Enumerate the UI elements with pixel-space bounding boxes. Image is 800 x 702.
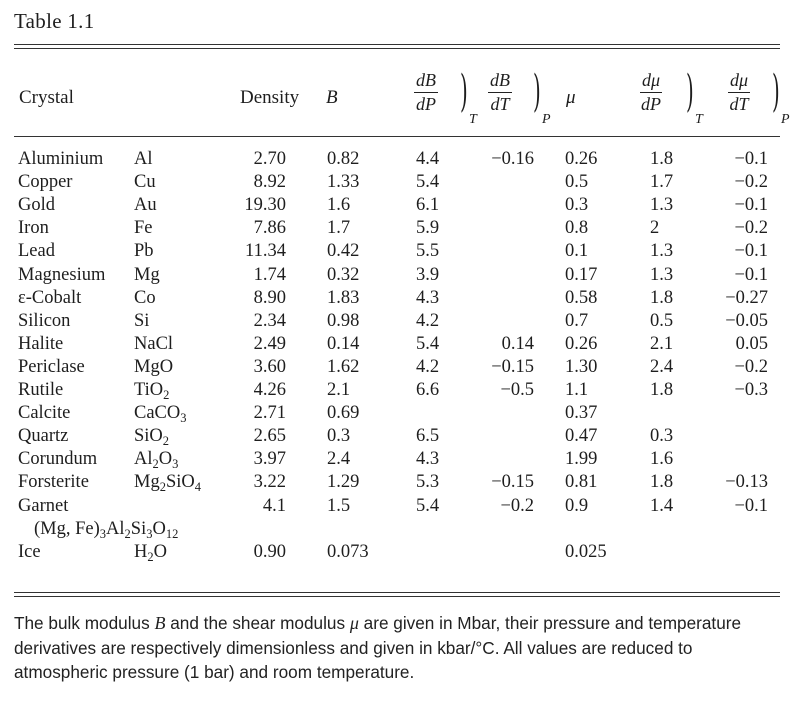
cell-dBdT: −0.5 <box>500 380 534 400</box>
cell-B: 1.5 <box>327 495 351 516</box>
cell-name: Calcite <box>18 403 71 424</box>
cell-formula: Al <box>134 149 153 169</box>
cell-density: 4.26 <box>253 380 286 400</box>
cell-dBdP: 4.2 <box>416 310 440 331</box>
cell-name: Ice <box>18 541 41 562</box>
header-crystal: Crystal <box>19 87 74 108</box>
header-dB-dP <box>414 70 438 115</box>
cell-B: 0.073 <box>327 541 369 562</box>
cell-B: 0.42 <box>327 241 360 262</box>
header-dmu-dP-numerator: dμ <box>640 70 662 93</box>
cell-density: 2.49 <box>253 333 286 354</box>
header-dmu-dP-denominator: dP <box>641 94 662 114</box>
cell-name: Corundum <box>18 449 98 470</box>
footnote-text-2: and the shear modulus <box>165 613 350 633</box>
cell-B: 0.82 <box>327 149 360 169</box>
cell-density: 7.86 <box>253 218 286 239</box>
header-dmu-dT-numerator: dμ <box>728 70 750 93</box>
header-dB-dP-numerator: dB <box>414 70 438 93</box>
paren-4: ) <box>772 66 780 117</box>
cell-formula: SiO$_2$ <box>134 426 170 449</box>
cell-dBdT: −0.2 <box>500 495 534 516</box>
header-dB-dT-numerator: dB <box>488 70 512 93</box>
cell-dmudP: 1.7 <box>650 172 674 193</box>
cell-dmudT: −0.13 <box>725 472 768 493</box>
cell-formula: (Mg, $Fe)_3Al_2Si_3O_{12}$ <box>34 518 179 541</box>
cell-formula: TiO$_2$ <box>134 380 170 402</box>
cell-dBdP: 5.3 <box>416 472 440 493</box>
cell-dBdP: 5.4 <box>416 495 440 516</box>
header-dB-dT <box>488 70 512 115</box>
cell-name: Magnesium <box>18 264 106 285</box>
cell-mu: 0.025 <box>565 541 607 562</box>
cell-mu: 0.58 <box>565 287 598 308</box>
cell-mu: 0.37 <box>565 403 598 424</box>
cell-density: 11.34 <box>245 241 286 262</box>
header-rule <box>14 136 780 137</box>
cell-B: 0.98 <box>327 310 360 331</box>
cell-dmudT: −0.1 <box>734 149 768 169</box>
cell-density: 2.65 <box>253 426 286 447</box>
cell-formula: Fe <box>134 218 153 239</box>
footnote-B: B <box>154 613 166 633</box>
cell-B: 0.32 <box>327 264 360 285</box>
bottom-rule <box>14 592 780 593</box>
cell-dmudP: 1.8 <box>650 149 674 169</box>
cell-density: 2.70 <box>253 149 286 169</box>
cell-dBdP: 4.3 <box>416 287 440 308</box>
cell-dmudP: 1.3 <box>650 264 674 285</box>
cell-dmudT: −0.2 <box>734 218 768 239</box>
cell-density: 3.22 <box>253 472 286 493</box>
cell-name: Forsterite <box>18 472 89 493</box>
cell-dmudT: −0.05 <box>725 310 768 331</box>
cell-name: ε-Cobalt <box>18 287 82 308</box>
top-rule <box>14 44 780 45</box>
cell-dmudT: −0.1 <box>734 495 768 516</box>
cell-formula: NaCl <box>134 333 174 354</box>
cell-mu: 0.7 <box>565 310 589 331</box>
cell-formula: Pb <box>134 241 154 262</box>
header-density: Density <box>240 87 300 108</box>
paren-1: ) <box>460 66 468 117</box>
cell-density: 19.30 <box>244 195 286 216</box>
cell-dBdP: 5.4 <box>416 333 440 354</box>
cell-name: Halite <box>18 333 64 354</box>
cell-name: Gold <box>18 195 55 216</box>
cell-mu: 1.1 <box>565 380 589 400</box>
cell-B: 2.1 <box>327 380 351 400</box>
cell-dmudT: −0.3 <box>734 380 768 400</box>
cell-mu: 1.30 <box>565 356 598 377</box>
cell-dBdT: −0.15 <box>491 472 534 493</box>
cell-mu: 0.26 <box>565 149 598 169</box>
header-bulk-modulus: B <box>326 87 338 108</box>
cell-dBdP: 5.4 <box>416 172 440 193</box>
paren-3: ) <box>686 66 694 117</box>
cell-name: Iron <box>18 218 49 239</box>
cell-B: 1.29 <box>327 472 360 493</box>
cell-formula: MgO <box>134 356 174 377</box>
cell-mu: 0.3 <box>565 195 589 216</box>
cell-name: Lead <box>18 241 55 262</box>
cell-name: Rutile <box>18 380 64 400</box>
cell-B: 0.69 <box>327 403 360 424</box>
cell-dmudT: −0.1 <box>734 241 768 262</box>
cell-dmudT: 0.05 <box>735 333 768 354</box>
cell-formula: Si <box>134 310 150 331</box>
cell-formula: $Mg_2SiO_4$ <box>134 472 201 495</box>
cell-dBdT: 0.14 <box>501 333 534 354</box>
cell-formula: Cu <box>134 172 156 193</box>
top-rule-2 <box>14 48 780 49</box>
cell-B: 1.7 <box>327 218 351 239</box>
footnote-mu: μ <box>349 613 359 633</box>
cell-density: 4.1 <box>262 495 286 516</box>
cell-dBdP: 6.6 <box>416 380 440 400</box>
cell-B: 0.14 <box>327 333 360 354</box>
table-caption: Table 1.1 <box>14 9 95 33</box>
cell-dmudP: 2.1 <box>650 333 674 354</box>
cell-mu: 0.17 <box>565 264 598 285</box>
footnote-text-1: The bulk modulus <box>14 613 155 633</box>
paren-2: ) <box>533 66 541 117</box>
cell-mu: 0.26 <box>565 333 598 354</box>
cell-dBdP: 6.1 <box>416 195 440 216</box>
sub-P-1: P <box>542 112 551 127</box>
cell-dmudP: 1.3 <box>650 241 674 262</box>
cell-dBdT: −0.15 <box>491 356 534 377</box>
cell-name: Quartz <box>18 426 69 447</box>
cell-B: 1.33 <box>327 172 360 193</box>
cell-density: 8.90 <box>253 287 286 308</box>
cell-mu: 0.9 <box>565 495 589 516</box>
cell-dmudP: 1.8 <box>650 472 674 493</box>
cell-dmudT: −0.1 <box>734 195 768 216</box>
header-dmu-dP <box>640 70 662 115</box>
cell-B: 1.6 <box>327 195 351 216</box>
cell-density: 3.60 <box>253 356 286 377</box>
cell-B: 1.62 <box>327 356 360 377</box>
cell-dmudP: 1.3 <box>650 195 674 216</box>
cell-mu: 0.5 <box>565 172 589 193</box>
cell-dmudT: −0.27 <box>725 287 768 308</box>
sub-T-2: T <box>695 112 703 127</box>
cell-dmudT: −0.1 <box>734 264 768 285</box>
sub-T-1: T <box>469 112 477 127</box>
cell-mu: 1.99 <box>565 449 598 470</box>
cell-dBdP: 3.9 <box>416 264 440 285</box>
cell-density: 1.74 <box>253 264 286 285</box>
header-dB-dP-denominator: dP <box>416 94 436 114</box>
cell-dmudP: 2.4 <box>650 356 674 377</box>
cell-B: 0.3 <box>327 426 351 447</box>
cell-dmudT: −0.2 <box>734 172 768 193</box>
cell-dBdP: 5.9 <box>416 218 440 239</box>
cell-mu: 0.8 <box>565 218 589 239</box>
cell-mu: 0.81 <box>565 472 598 493</box>
cell-dBdT: −0.16 <box>491 149 534 169</box>
cell-B: 1.83 <box>327 287 360 308</box>
cell-dBdP: 4.2 <box>416 356 440 377</box>
cell-dmudP: 2 <box>650 218 660 239</box>
cell-formula: $Al_2O_3$ <box>134 449 179 472</box>
cell-formula: CaCO$_3$ <box>134 403 187 426</box>
header-shear-modulus: μ <box>566 87 576 108</box>
cell-name: Periclase <box>18 356 85 377</box>
cell-name: Garnet <box>18 495 69 516</box>
cell-dBdP: 4.3 <box>416 449 440 470</box>
cell-density: 2.71 <box>253 403 286 424</box>
cell-dBdP: 6.5 <box>416 426 440 447</box>
header-dmu-dT <box>728 70 750 115</box>
cell-name: Copper <box>18 172 73 193</box>
cell-dBdP: 5.5 <box>416 241 440 262</box>
cell-name: Aluminium <box>18 149 104 169</box>
cell-mu: 0.47 <box>565 426 598 447</box>
cell-B: 2.4 <box>327 449 351 470</box>
cell-formula: Au <box>134 195 157 216</box>
cell-dBdP: 4.4 <box>416 149 440 169</box>
cell-dmudT: −0.2 <box>734 356 768 377</box>
bottom-rule-2 <box>14 596 780 597</box>
table-footnote <box>14 611 786 685</box>
footnote-text-3: are given in Mbar, their pressure and temperature derivatives are respectively dimensionless and given in kbar/°C. All values are reduced to atmospheric pressure (1 bar) and room temperature. <box>14 613 742 682</box>
cell-density: 8.92 <box>253 172 286 193</box>
cell-formula: Co <box>134 287 156 308</box>
cell-formula: $H_2O$ <box>134 541 167 564</box>
cell-density: 2.34 <box>253 310 286 331</box>
cell-density: 0.90 <box>253 541 286 562</box>
cell-dmudP: 1.8 <box>650 380 674 400</box>
header-dB-dT-denominator: dT <box>490 94 510 114</box>
cell-formula: Mg <box>134 264 160 285</box>
cell-mu: 0.1 <box>565 241 589 262</box>
cell-dmudP: 1.4 <box>650 495 674 516</box>
cell-name: Silicon <box>18 310 71 331</box>
cell-density: 3.97 <box>253 449 286 470</box>
cell-dmudP: 1.6 <box>650 449 674 470</box>
header-dmu-dT-denominator: dT <box>729 94 749 114</box>
cell-dmudP: 0.5 <box>650 310 674 331</box>
sub-P-2: P <box>781 112 790 127</box>
cell-dmudP: 1.8 <box>650 287 674 308</box>
cell-dmudP: 0.3 <box>650 426 674 447</box>
